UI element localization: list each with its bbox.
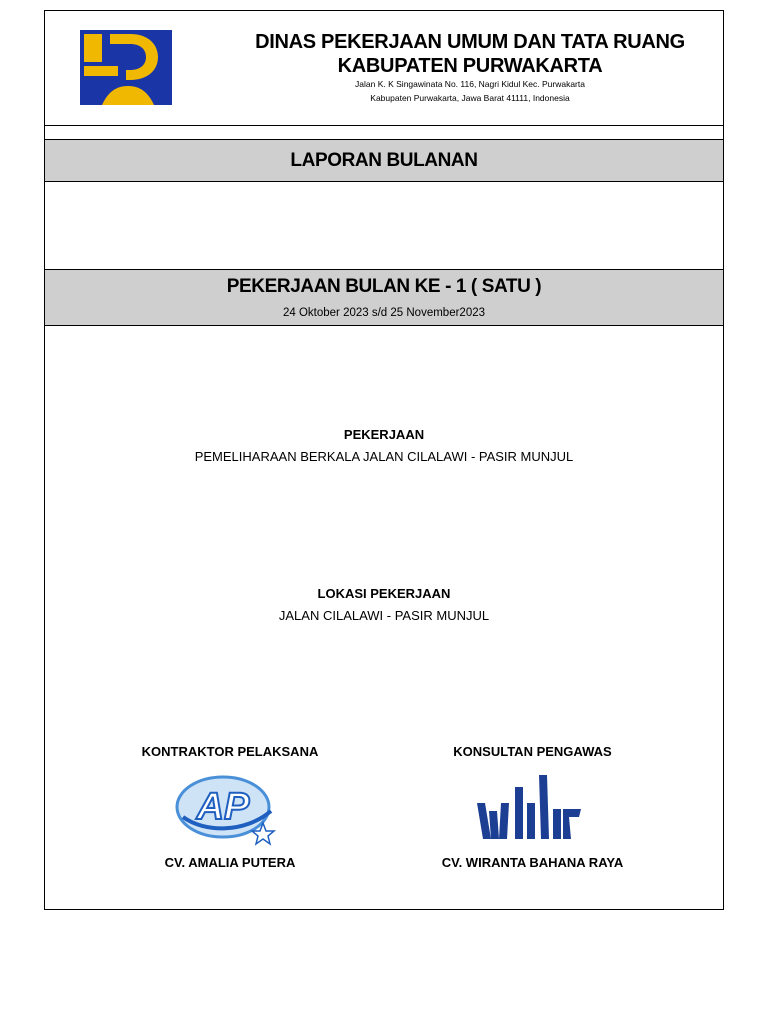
ap-logo-text: AP — [196, 786, 250, 828]
report-title: LAPORAN BULANAN — [290, 150, 478, 171]
org-title-line1: DINAS PEKERJAAN UMUM DAN TATA RUANG — [255, 31, 685, 53]
contractor-name: CV. AMALIA PUTERA — [164, 855, 296, 870]
location-value: JALAN CILALAWI - PASIR MUNJUL — [278, 608, 490, 623]
period-title: PEKERJAAN BULAN KE - 1 ( SATU ) — [226, 276, 542, 297]
location-label: LOKASI PEKERJAAN — [317, 586, 451, 601]
contractor-heading: KONTRAKTOR PELAKSANA — [141, 744, 319, 759]
report-title-band — [45, 139, 723, 182]
pu-logo-icon — [80, 30, 172, 105]
consultant-heading: KONSULTAN PENGAWAS — [453, 744, 612, 759]
work-label: PEKERJAAN — [343, 427, 425, 442]
address-line2: Kabupaten Purwakarta, Jawa Barat 41111, Indonesia — [370, 93, 570, 103]
ap-logo-icon — [175, 771, 279, 847]
header-divider — [45, 125, 723, 126]
period-dates: 24 Oktober 2023 s/d 25 November2023 — [282, 307, 486, 319]
consultant-name: CV. WIRANTA BAHANA RAYA — [441, 855, 624, 870]
document-frame — [44, 10, 724, 910]
period-band — [45, 269, 723, 326]
org-title-line2: KABUPATEN PURWAKARTA — [337, 55, 603, 77]
address-line1: Jalan K. K Singawinata No. 116, Nagri Kidul Kec. Purwakarta — [355, 79, 585, 89]
wbr-logo-icon — [475, 773, 585, 843]
work-value: PEMELIHARAAN BERKALA JALAN CILALAWI - PASIR MUNJUL — [194, 449, 574, 464]
